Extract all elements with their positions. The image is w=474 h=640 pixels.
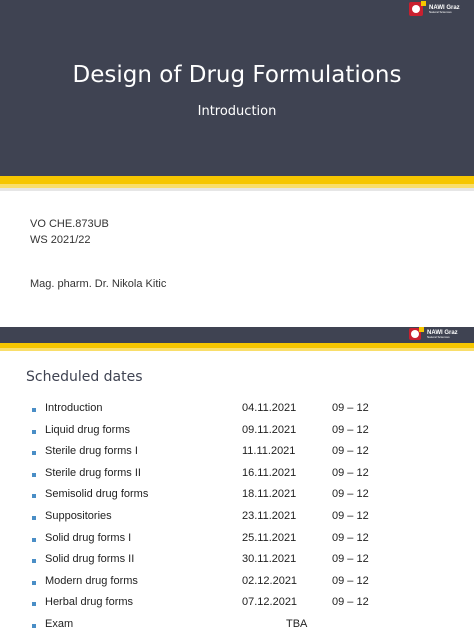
logo-name: NAWI Graz xyxy=(429,4,460,11)
date: 02.12.2021 xyxy=(242,574,298,587)
title-slide-header xyxy=(0,0,474,176)
semester: WS 2021/22 xyxy=(30,234,91,246)
date: 30.11.2021 xyxy=(242,553,297,566)
time: 09 – 12 xyxy=(332,445,369,458)
date: 25.11.2021 xyxy=(242,531,297,544)
list-item xyxy=(32,467,452,489)
topic: Modern drug forms xyxy=(45,574,138,587)
time: 09 – 12 xyxy=(332,531,369,544)
time: 09 – 12 xyxy=(332,402,369,414)
time: 09 – 12 xyxy=(332,488,369,501)
topic: Herbal drug forms xyxy=(45,596,134,609)
exam-status: TBA xyxy=(286,617,308,630)
lecturer-name: Mag. pharm. Dr. Nikola Kitic xyxy=(30,278,167,290)
topic: Sterile drug forms I xyxy=(45,445,138,458)
nawi-graz-logo-small xyxy=(409,328,458,340)
date: 11.11.2021 xyxy=(242,445,296,458)
logo-sub: Natural Sciences xyxy=(427,334,450,339)
yellow-stripe xyxy=(0,176,474,184)
list-item xyxy=(32,488,452,510)
list-item xyxy=(32,532,452,554)
time: 09 – 12 xyxy=(332,509,369,522)
topic: Suppositories xyxy=(45,509,112,522)
time: 09 – 12 xyxy=(332,574,369,587)
list-item xyxy=(32,445,452,467)
bullet-icon xyxy=(32,430,36,434)
bullet-icon xyxy=(32,624,36,628)
bullet-icon xyxy=(32,538,36,542)
date: 18.11.2021 xyxy=(242,488,297,501)
list-item xyxy=(32,510,452,532)
light-yellow-stripe xyxy=(0,348,474,351)
topic: Solid drug forms I xyxy=(45,531,132,544)
date: 09.11.2021 xyxy=(242,423,297,436)
topic: Semisolid drug forms xyxy=(45,488,149,501)
time: 09 – 12 xyxy=(332,466,369,479)
logo-name: NAWI Graz xyxy=(427,329,458,336)
list-item xyxy=(32,402,452,424)
bullet-icon xyxy=(32,602,36,606)
time: 09 – 12 xyxy=(332,553,369,566)
topic: Introduction xyxy=(45,402,103,414)
topic: Solid drug forms II xyxy=(45,553,135,566)
date: 07.12.2021 xyxy=(242,596,298,609)
list-item xyxy=(32,424,452,446)
date: 04.11.2021 xyxy=(242,402,297,414)
nawi-logo-icon xyxy=(409,2,423,16)
presentation-title: Design of Drug Formulations xyxy=(72,62,402,88)
time: 09 – 12 xyxy=(332,423,369,436)
course-code: VO CHE.873UB xyxy=(30,218,109,230)
topic: Sterile drug forms II xyxy=(45,466,141,479)
date: 16.11.2021 xyxy=(242,466,297,479)
presentation-subtitle: Introduction xyxy=(197,104,277,119)
bullet-icon xyxy=(32,473,36,477)
list-item xyxy=(32,575,452,597)
title-slide xyxy=(0,0,474,318)
topic: Liquid drug forms xyxy=(45,423,130,436)
list-item xyxy=(32,553,452,575)
slide-separator xyxy=(0,318,474,327)
list-item xyxy=(32,596,452,618)
schedule-list xyxy=(32,402,452,640)
time: 09 – 12 xyxy=(332,596,369,609)
date: 23.11.2021 xyxy=(242,509,297,522)
grey-stripe xyxy=(0,188,474,191)
bullet-icon xyxy=(32,494,36,498)
schedule-title: Scheduled dates xyxy=(26,369,143,385)
bullet-icon xyxy=(32,559,36,563)
bullet-icon xyxy=(32,516,36,520)
nawi-graz-logo xyxy=(409,2,460,16)
nawi-logo-icon xyxy=(409,328,421,340)
schedule-slide xyxy=(0,327,474,632)
exam-item xyxy=(32,618,452,640)
bullet-icon xyxy=(32,581,36,585)
logo-sub: Natural Sciences xyxy=(429,9,452,14)
bullet-icon xyxy=(32,408,36,412)
topic: Exam xyxy=(45,617,74,630)
bullet-icon xyxy=(32,451,36,455)
schedule-slide-header xyxy=(0,327,474,343)
